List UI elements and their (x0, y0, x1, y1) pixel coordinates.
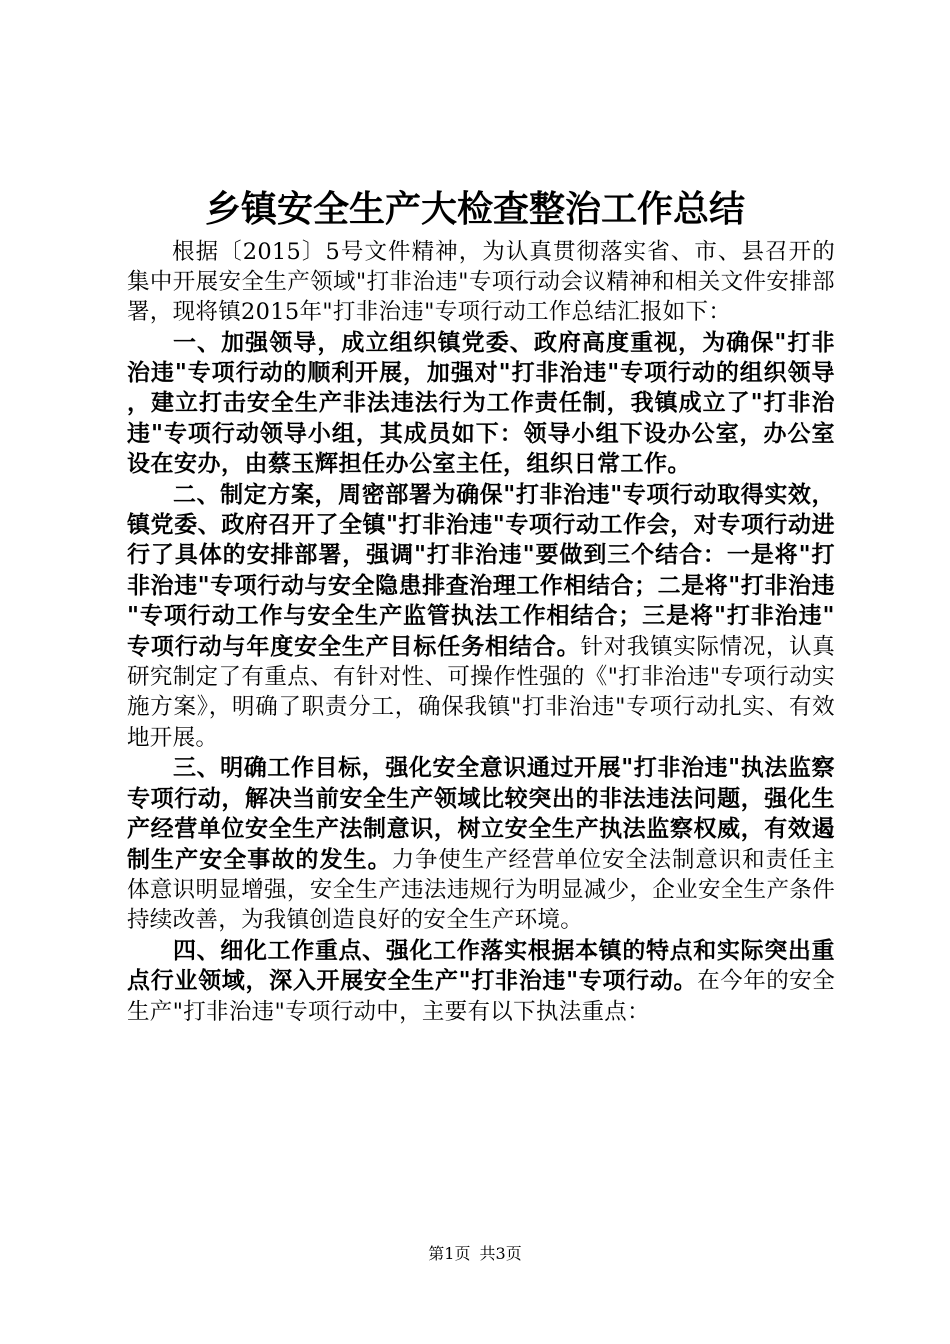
section-1-heading: 一、加强领导，成立组织镇党委、政府高度重视，为确保"打非治违"专项行动的顺利开展，加强对"打非治违"专项行动的组织领导，建立打击安全生产非法违法行为工作责任制，我镇成立了"打非治违"专项行动领导小组，其成员如下：领导小组下设办公室，办公室设在安办，由蔡玉辉担任办公室主任，组织日常工作。 (127, 329, 835, 478)
section-2-body: 针对我镇实际情况，认真研究制定了有重点、有针对性、可操作性强的《"打非治违"专项行动实施方案》，明确了职责分工，确保我镇"打非治违"专项行动扎实、有效地开展。 (127, 633, 836, 751)
page-footer (0, 1242, 950, 1266)
section-2-heading: 二、制定方案，周密部署为确保"打非治违"专项行动取得实效，镇党委、政府召开了全镇"打非治违"专项行动工作会，对专项行动进行了具体的安排部署，强调"打非治违"要做到三个结合：一是将"打非治违"专项行动与安全隐患排查治理工作相结合；二是将"打非治违"专项行动工作与安全生产监管执法工作相结合；三是将"打非治违"专项行动与年度安全生产目标任务相结合。 (127, 481, 835, 660)
section-3-body: 力争使生产经营单位安全法制意识和责任主体意识明显增强，安全生产违法违规行为明显减少，企业安全生产条件持续改善，为我镇创造良好的安全生产环境。 (127, 846, 836, 934)
section-3-heading: 三、明确工作目标，强化安全意识通过开展"打非治违"执法监察专项行动，解决当前安全生产领域比较突出的非法违法问题，强化生产经营单位安全生产法制意识，树立安全生产执法监察权威，有效遏制生产安全事故的发生。 (127, 755, 835, 873)
page-title: 乡镇安全生产大检查整治工作总结 (204, 188, 745, 230)
intro-paragraph: 根据〔2015〕5号文件精神，为认真贯彻落实省、市、县召开的集中开展安全生产领域"打非治违"专项行动会议精神和相关文件安排部署，现将镇2015年"打非治违"专项行动工作总结汇报如下： (127, 239, 835, 326)
page-number: 第1页 (428, 1244, 471, 1263)
page-total: 共3页 (479, 1244, 522, 1263)
section-2-paragraph (127, 480, 835, 754)
section-4-heading: 四、细化工作重点、强化工作落实根据本镇的特点和实际突出重点行业领域，深入开展安全生产"打非治违"专项行动。 (127, 937, 835, 995)
section-4-body: 在今年的安全生产"打非治违"专项行动中，主要有以下执法重点： (127, 968, 835, 1025)
section-4-paragraph (127, 936, 835, 1027)
document-body (127, 237, 835, 1027)
section-3-paragraph (127, 753, 835, 935)
section-1-paragraph (127, 328, 835, 480)
